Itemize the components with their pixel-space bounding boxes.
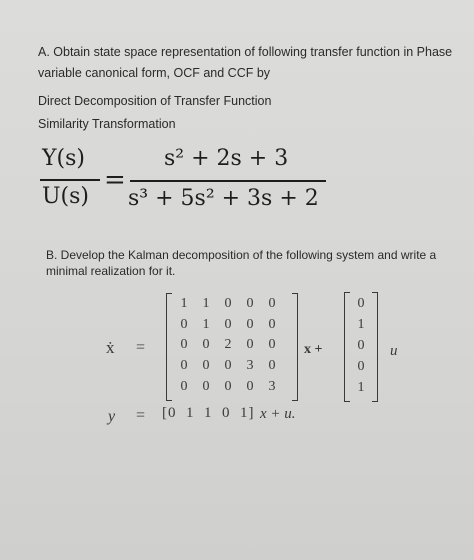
matrix-c: [0 1 1 0 1] (162, 405, 255, 421)
vector-b-cell: 0 (357, 338, 365, 353)
output-equals-sign: = (136, 407, 146, 424)
x-dot-symbol: ẋ (106, 338, 115, 357)
matrix-a-cell: 0 (224, 379, 232, 394)
matrix-a-cell: 0 (246, 296, 254, 311)
part-b-line-1: B. Develop the Kalman decomposition of the following system and write a (46, 248, 437, 262)
tf-lhs-numerator: Y(s) (42, 146, 85, 171)
matrix-a-cell: 0 (180, 379, 188, 394)
matrix-a-cell: 0 (224, 317, 232, 332)
tf-equals-sign: = (104, 165, 126, 195)
matrix-a-cell: 0 (268, 317, 276, 332)
tf-lhs-fraction-bar (40, 179, 100, 181)
tf-rhs-denominator: s³ + 5s² + 3s + 2 (128, 186, 319, 211)
tf-rhs-numerator: s² + 2s + 3 (164, 146, 289, 171)
x-plus-term: x + (304, 342, 323, 357)
y-symbol: y (108, 408, 116, 425)
matrix-a-cell: 1 (180, 296, 188, 311)
matrix-a-left-bracket (166, 293, 172, 401)
matrix-a-cell: 0 (268, 337, 276, 352)
method-similarity-transformation: Similarity Transformation (38, 117, 176, 131)
matrix-a-cell: 3 (268, 379, 276, 394)
vector-b-cell: 1 (357, 317, 365, 332)
method-direct-decomposition: Direct Decomposition of Transfer Function (38, 94, 272, 108)
matrix-a-cell: 2 (224, 337, 232, 352)
matrix-a-right-bracket (292, 293, 298, 401)
part-a-line-2: variable canonical form, OCF and CCF by (38, 66, 271, 80)
matrix-a-cell: 0 (180, 317, 188, 332)
matrix-a-cell: 0 (246, 379, 254, 394)
matrix-a-cell: 0 (246, 337, 254, 352)
matrix-a-cell: 0 (180, 337, 188, 352)
matrix-a-cell: 0 (224, 296, 232, 311)
matrix-a-cell: 1 (202, 296, 210, 311)
matrix-a-cell: 1 (202, 317, 210, 332)
matrix-a-cell: 0 (246, 317, 254, 332)
matrix-a-cell: 0 (202, 379, 210, 394)
output-tail: x + u. (260, 406, 296, 422)
u-symbol: u (390, 343, 398, 359)
matrix-a-cell: 0 (202, 358, 210, 373)
matrix-a-cell: 3 (246, 358, 254, 373)
vector-b-cell: 1 (357, 380, 365, 395)
vector-b-cell: 0 (357, 359, 365, 374)
vector-b-right-bracket (372, 292, 378, 402)
matrix-a-cell: 0 (268, 358, 276, 373)
matrix-a-cell: 0 (268, 296, 276, 311)
part-a-line-1: A. Obtain state space representation of following transfer function in Phase (38, 45, 453, 59)
vector-b-cell: 0 (357, 296, 365, 311)
part-b-line-2: minimal realization for it. (46, 264, 176, 278)
tf-lhs-denominator: U(s) (42, 184, 89, 209)
matrix-a-cell: 0 (224, 358, 232, 373)
vector-b-left-bracket (344, 292, 350, 402)
tf-rhs-fraction-bar (130, 180, 326, 182)
matrix-a-cell: 0 (180, 358, 188, 373)
state-equals-sign: = (136, 339, 146, 356)
matrix-a-cell: 0 (202, 337, 210, 352)
